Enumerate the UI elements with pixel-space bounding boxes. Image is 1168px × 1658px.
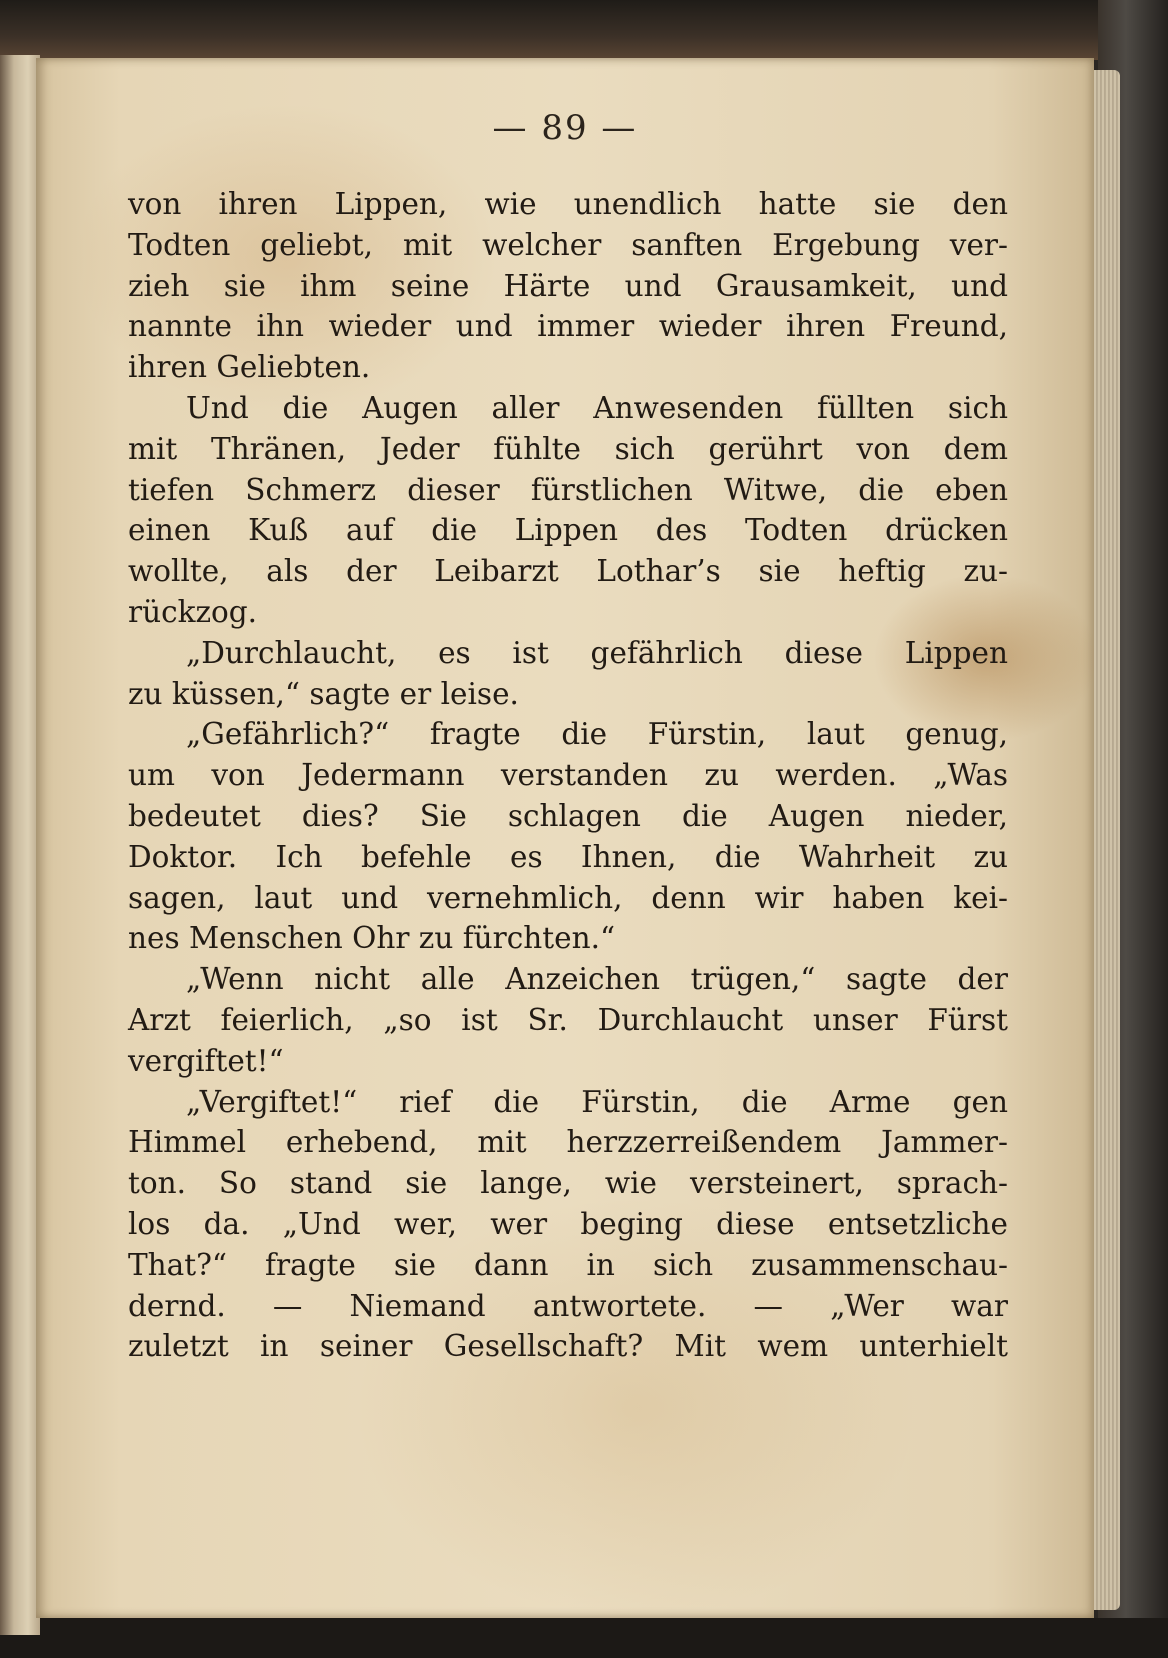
body-text [128,184,1008,1367]
text-line: zu küssen,“ sagte er leise. [128,676,519,711]
page-number: — 89 — [492,108,638,148]
text-line: Todten geliebt, mit welcher sanften Ergebung ver- [128,227,1008,262]
text-line: ton. So stand sie lange, wie versteinert, sprach- [128,1166,1008,1201]
text-line: Himmel erhebend, mit herzzerreißendem Jammer- [128,1125,1008,1160]
text-line: dernd. — Niemand antwortete. — „Wer war [128,1288,1008,1323]
text-line: Und die Augen aller Anwesenden füllten sich [186,390,1008,425]
text-line: mit Thränen, Jeder fühlte sich gerührt von dem [128,431,1008,466]
text-line: ihren Geliebten. [128,350,371,385]
text-line: Arzt feierlich, „so ist Sr. Durchlaucht unser Fürst [128,1002,1008,1037]
page-stack-edge [1090,70,1120,1610]
text-line: rückzog. [128,594,258,629]
book-cover-bottom [0,1618,1168,1658]
text-line: zieh sie ihm seine Härte und Grausamkeit, und [128,268,1008,303]
book-cover-top [0,0,1168,60]
text-line: von ihren Lippen, wie unendlich hatte sie den [128,187,1008,221]
book-page [36,58,1094,1618]
text-line: „Vergiftet!“ rief die Fürstin, die Arme gen [186,1084,1008,1119]
text-line: „Gefährlich?“ fragte die Fürstin, laut genug, [186,717,1008,752]
text-line: los da. „Und wer, wer beging diese entsetzliche [128,1206,1008,1241]
text-line: vergiftet!“ [128,1043,284,1078]
text-line: tiefen Schmerz dieser fürstlichen Witwe, die eben [128,472,1008,507]
text-line: einen Kuß auf die Lippen des Todten drücken [128,513,1008,548]
text-line: zuletzt in seiner Gesellschaft? Mit wem unterhielt [128,1329,1008,1364]
text-line: sagen, laut und vernehmlich, denn wir haben kei- [128,880,1008,915]
facing-page-edge [0,55,40,1635]
text-line: Doktor. Ich befehle es Ihnen, die Wahrheit zu [128,839,1008,874]
text-line: um von Jedermann verstanden zu werden. „Was [128,758,1008,793]
text-line: nes Menschen Ohr zu fürchten.“ [128,921,616,956]
text-line: bedeutet dies? Sie schlagen die Augen nieder, [128,798,1008,833]
text-line: „Wenn nicht alle Anzeichen trügen,“ sagte der [186,962,1008,997]
text-line: That?“ fragte sie dann in sich zusammenschau- [128,1247,1008,1282]
text-line: „Durchlaucht, es ist gefährlich diese Lippen [186,635,1008,670]
text-line: nannte ihn wieder und immer wieder ihren Freund, [128,309,1008,344]
text-line: wollte, als der Leibarzt Lothar’s sie heftig zu- [128,554,1008,589]
